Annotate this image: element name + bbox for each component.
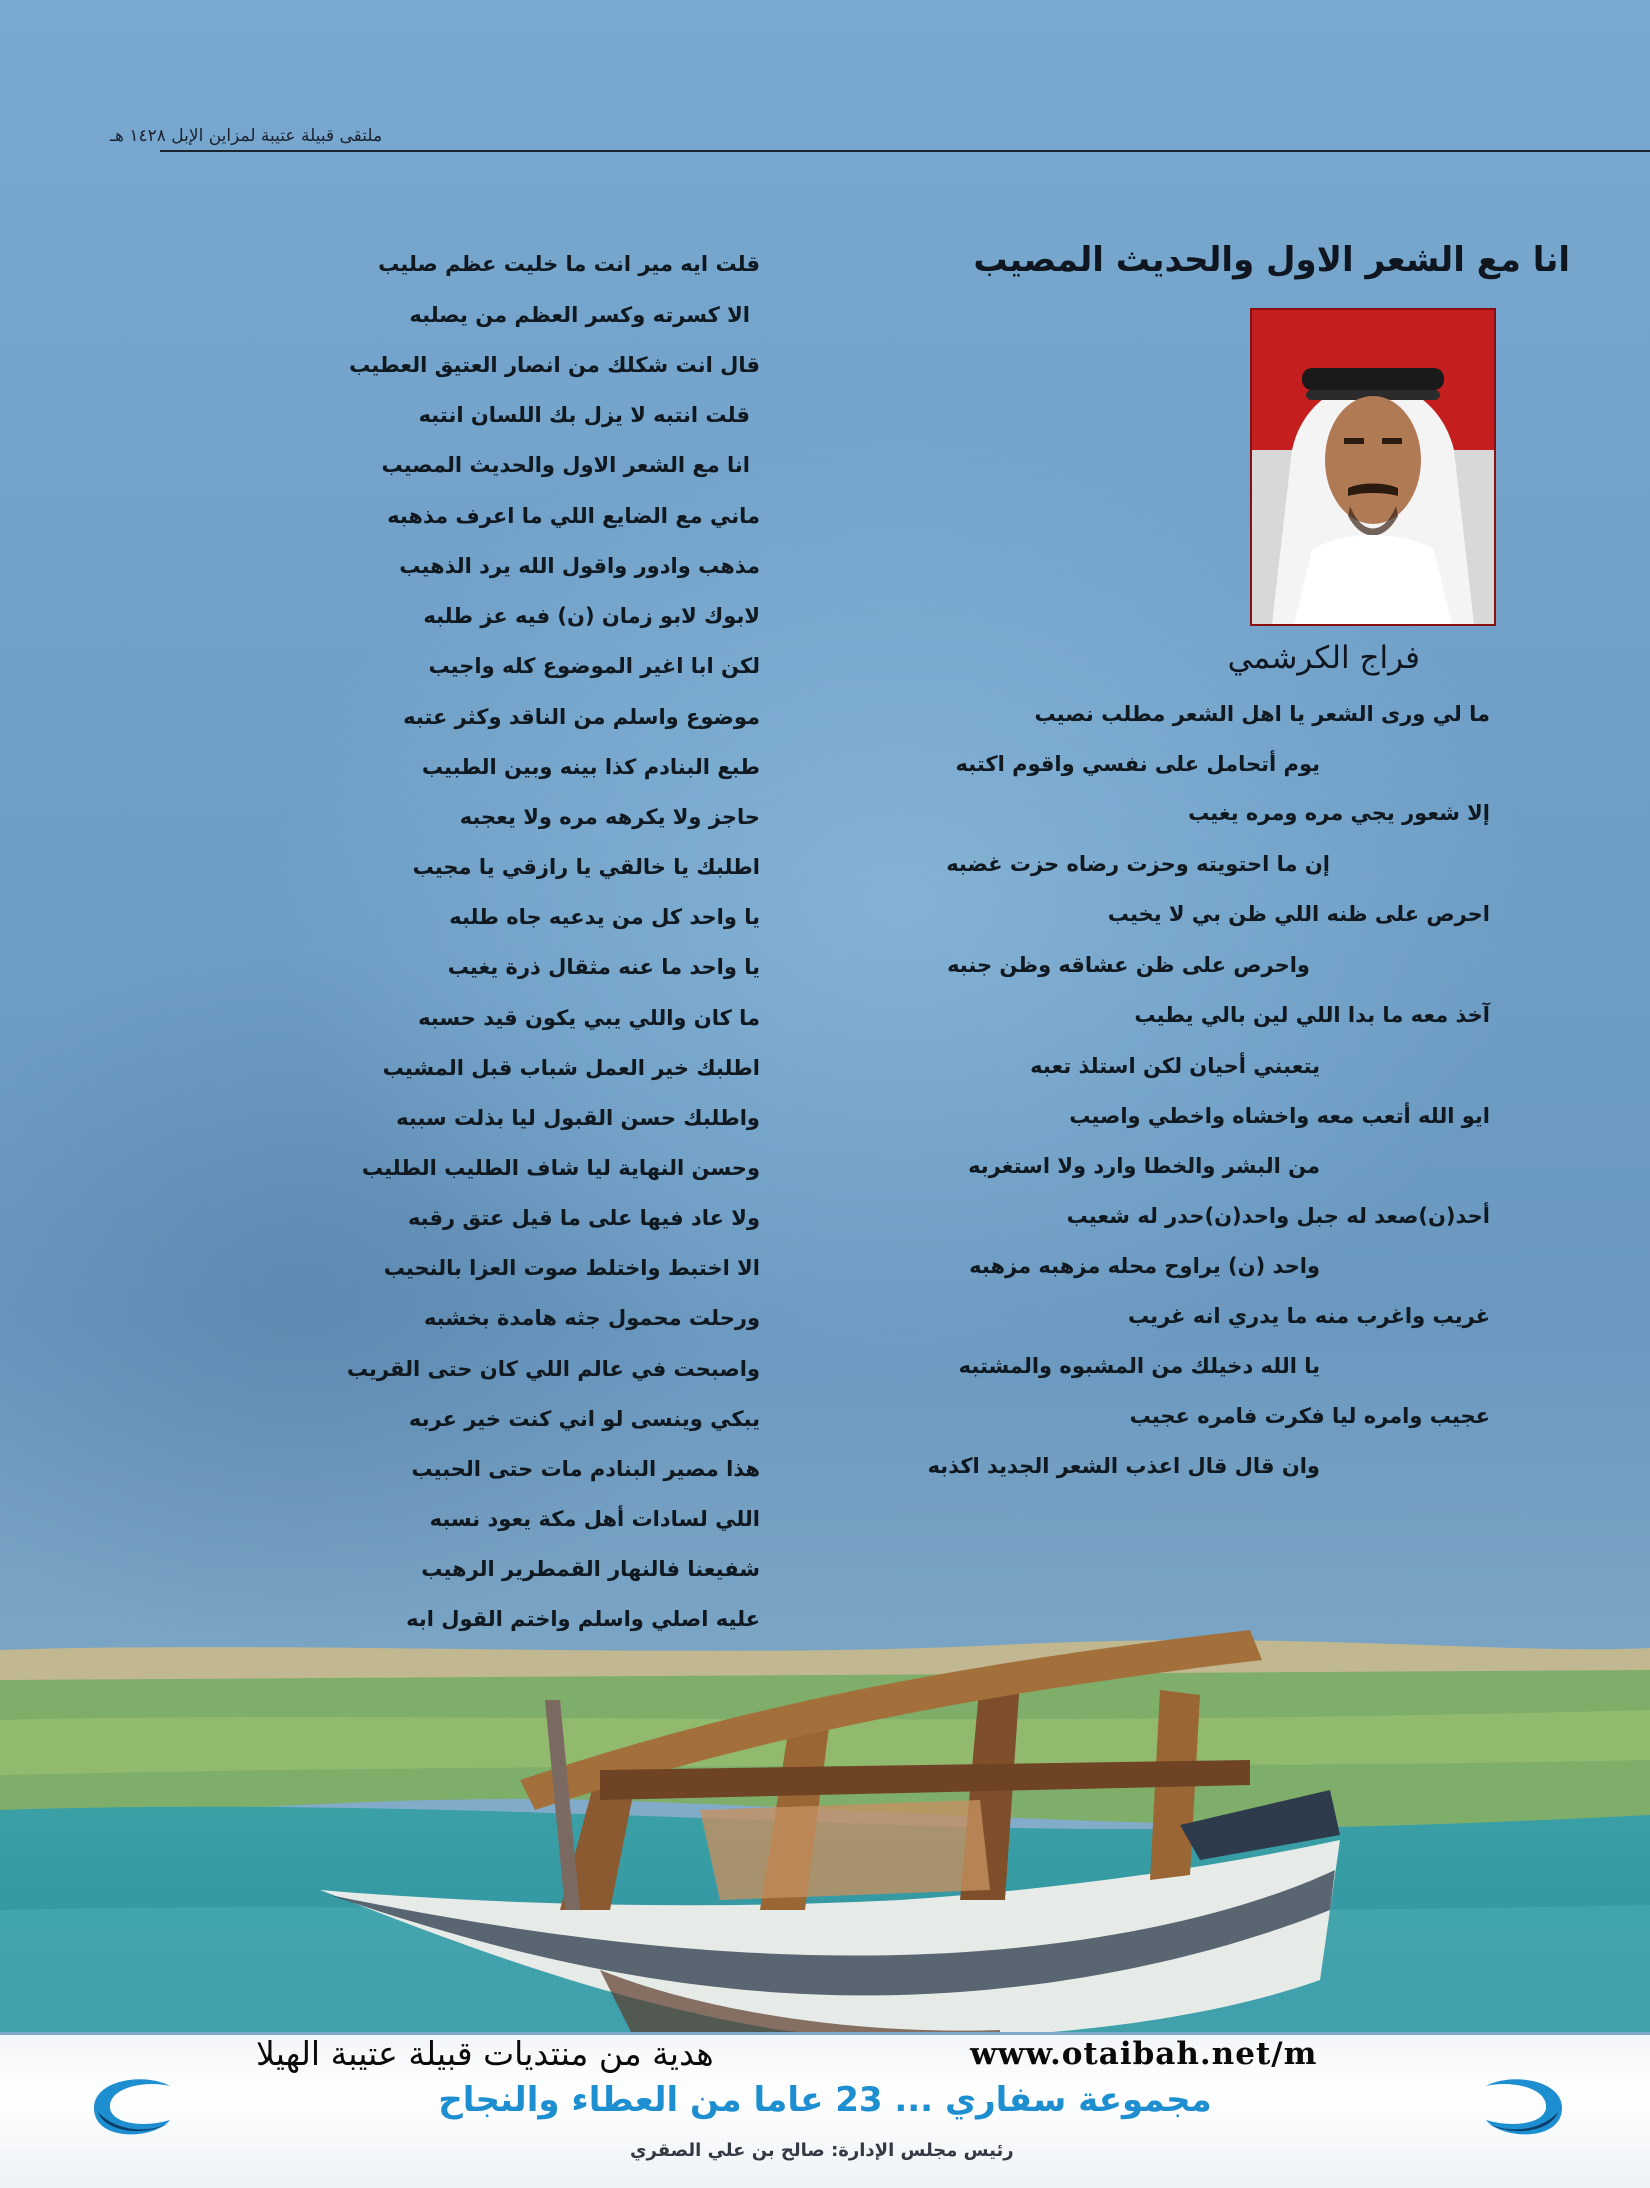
verse-line: الا اختبط واختلط صوت العزا بالنحيب	[383, 1256, 760, 1280]
verse-line: قلت ايه مير انت ما خليت عظم صليب	[378, 252, 760, 276]
verse-line: ما كان واللي يبي يكون قيد حسبه	[418, 1006, 760, 1030]
verse-line: عجيب وامره ليا فكرت فامره عجيب	[1129, 1404, 1490, 1428]
verse-line: وحسن النهاية ليا شاف الطليب الطليب	[361, 1156, 760, 1180]
verse-line: ماني مع الضايع اللي ما اعرف مذهبه	[387, 504, 760, 528]
author-name: فراج الكرشمي	[1227, 640, 1420, 676]
verse-line: يا الله دخيلك من المشبوه والمشتبه	[958, 1354, 1320, 1378]
verse-line: قال انت شكلك من انصار العتيق العطيب	[349, 353, 760, 377]
verse-line: يتعبني أحيان لكن استلذ تعبه	[1030, 1054, 1320, 1078]
verse-line: شفيعنا فالنهار القمطرير الرهيب	[421, 1557, 760, 1581]
verse-line: لابوك لابو زمان (ن) فيه عز طلبه	[423, 604, 760, 628]
safari-logo-icon	[84, 2068, 176, 2152]
verse-line: احرص على ظنه اللي ظن بي لا يخيب	[1107, 902, 1490, 926]
site-url-link[interactable]: www.otaibah.net/m	[970, 2036, 1318, 2072]
verse-line: إن ما احتويته وحزت رضاه حزت غضبه	[946, 852, 1330, 876]
boat-painting	[0, 1610, 1650, 2050]
footer-rule	[0, 2032, 1650, 2035]
verse-line: قلت انتبه لا يزل بك اللسان انتبه	[418, 403, 750, 427]
gift-text: هدية من منتديات قبيلة عتيبة الهيلا	[256, 2034, 714, 2073]
verse-line: ما لي ورى الشعر يا اهل الشعر مطلب نصيب	[1034, 702, 1490, 726]
verse-line: اطلبك يا خالقي يا رازقي يا مجيب	[412, 855, 760, 879]
verse-line: غريب واغرب منه ما يدري انه غريب	[1127, 1304, 1490, 1328]
header-rule	[160, 150, 1650, 152]
verse-line: من البشر والخطا وارد ولا استغربه	[968, 1154, 1320, 1178]
header-text: ملتقى قبيلة عتيبة لمزاين الإبل ١٤٢٨ هـ	[110, 126, 383, 146]
verse-line: آخذ معه ما بدا اللي لين بالي يطيب	[1134, 1003, 1490, 1027]
verse-line: يبكي وينسى لو اني كنت خير عربه	[408, 1407, 760, 1431]
verse-line: واحد (ن) يراوح محله مزهبه مزهبه	[969, 1254, 1320, 1278]
verse-line: طبع البنادم كذا بينه وبين الطبيب	[421, 755, 760, 779]
verse-line: يا واحد كل من يدعيه جاه طلبه	[449, 905, 760, 929]
verse-line: الا كسرته وكسر العظم من يصلبه	[409, 303, 750, 327]
verse-line: عليه اصلي واسلم واختم القول ابه	[406, 1607, 760, 1631]
poem-title: انا مع الشعر الاول والحديث المصيب	[973, 240, 1570, 280]
verse-line: اللي لسادات أهل مكة يعود نسبه	[429, 1507, 760, 1531]
verse-line: أحد(ن)صعد له جبل واحد(ن)حدر له شعيب	[1066, 1204, 1490, 1228]
verse-line: حاجز ولا يكرهه مره ولا يعجبه	[459, 805, 760, 829]
verse-line: ولا عاد فيها على ما قيل عتق رقبه	[407, 1206, 760, 1230]
verse-line: هذا مصير البنادم مات حتى الحبيب	[411, 1457, 760, 1481]
verse-line: يا واحد ما عنه مثقال ذرة يغيب	[447, 955, 760, 979]
verse-line: ورحلت محمول جثه هامدة بخشبه	[423, 1306, 760, 1330]
author-photo	[1250, 308, 1496, 626]
verse-line: انا مع الشعر الاول والحديث المصيب	[381, 453, 750, 477]
chairman-credit: رئيس مجلس الإدارة: صالح بن علي الصقري	[630, 2140, 1014, 2161]
verse-line: لكن ابا اغير الموضوع كله واجيب	[428, 654, 760, 678]
verse-line: مذهب وادور واقول الله يرد الذهيب	[399, 554, 760, 578]
verse-line: واصبحت في عالم اللي كان حتى القريب	[346, 1357, 760, 1381]
verse-line: اطلبك خير العمل شباب قبل المشيب	[382, 1056, 760, 1080]
verse-line: موضوع واسلم من الناقد وكثر عتبه	[403, 705, 760, 729]
verse-line: يوم أتحامل على نفسي واقوم اكتبه	[955, 752, 1320, 776]
company-slogan: مجموعة سفاري ... 23 عاما من العطاء والنجاح	[438, 2080, 1212, 2120]
verse-line: إلا شعور يجي مره ومره يغيب	[1188, 801, 1490, 825]
verse-line: واطلبك حسن القبول ليا بذلت سببه	[396, 1106, 760, 1130]
verse-line: واحرص على ظن عشاقه وظن جنبه	[947, 953, 1310, 977]
verse-line: ايو الله أتعب معه واخشاه واخطي واصيب	[1069, 1104, 1490, 1128]
verse-line: وان قال قال اعذب الشعر الجديد اكذبه	[927, 1454, 1320, 1478]
safari-logo-icon	[1480, 2068, 1572, 2152]
